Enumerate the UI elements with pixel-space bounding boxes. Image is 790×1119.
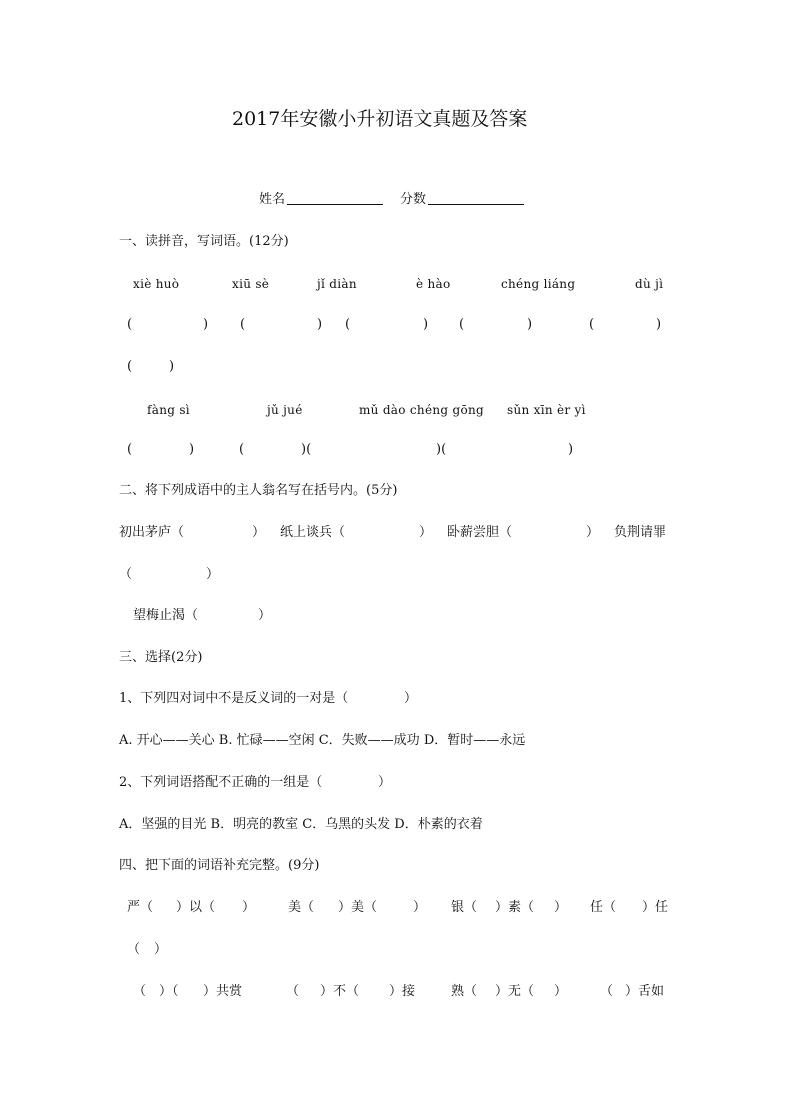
question-2: 2、下列词语搭配不正确的一组是（ [119, 775, 323, 790]
title-line [0, 107, 790, 131]
paren: )( [436, 442, 447, 457]
fill-segment: ）素（ [495, 900, 535, 915]
paren: ( [459, 317, 465, 332]
paren: ) [169, 359, 175, 374]
fill-row-1-cont [0, 940, 790, 960]
page-title: 2017年安徽小升初语文真题及答案 [232, 108, 528, 130]
pinyin: xiè huò [133, 277, 180, 291]
pinyin: jǐ diàn [317, 277, 357, 291]
paren: ) [568, 442, 574, 457]
pinyin: xiū sè [232, 277, 270, 291]
paren: ( [240, 317, 246, 332]
fill-segment: 美（ [288, 900, 315, 915]
fill-segment: ） [554, 984, 568, 999]
fill-segment: 任（ [590, 900, 617, 915]
fill-segment: ） [554, 900, 568, 915]
fill-row-2 [0, 982, 790, 1002]
fill-segment: ）以（ [176, 900, 216, 915]
paren: ) [423, 317, 429, 332]
paren: )( [301, 442, 312, 457]
paren: ） [586, 525, 600, 540]
paren: ( [345, 317, 351, 332]
section-4-heading: 四、把下面的词语补充完整。(9分) [119, 858, 320, 873]
score-blank [428, 190, 524, 205]
question-2-options: A．坚强的目光 B．明亮的教室 C．乌黑的头发 D．朴素的衣着 [119, 817, 483, 832]
idiom: 初出茅庐（ [119, 525, 185, 540]
answer-row-1 [0, 315, 790, 335]
idiom: 负荆请罪 [614, 525, 667, 540]
question-1-line [0, 689, 790, 709]
section-3-heading: 三、选择(2分) [119, 650, 203, 665]
fill-segment: ）（ [159, 984, 179, 999]
pinyin-row-2 [0, 400, 790, 420]
fill-segment: ）共赏 [203, 984, 243, 999]
fill-row-1 [0, 898, 790, 918]
question-2-line [0, 773, 790, 793]
fill-segment: ）舌如 [625, 984, 665, 999]
answer-row-3 [0, 440, 790, 460]
answer-row-2 [0, 357, 790, 377]
idiom-row-1-cont [0, 565, 790, 585]
fill-segment: 严（ [127, 900, 154, 915]
idiom: 卧薪尝胆（ [447, 525, 513, 540]
section-3-heading-line [0, 648, 790, 668]
section-1-heading-line [0, 232, 790, 252]
paren: ) [527, 317, 533, 332]
pinyin: è hào [416, 277, 451, 291]
paren: ( [127, 317, 133, 332]
pinyin: dù jì [635, 277, 664, 291]
name-field [259, 190, 383, 210]
fill-segment: ）接 [389, 984, 416, 999]
paren: ) [203, 317, 209, 332]
idiom-row-2 [0, 606, 790, 626]
fill-segment: ）不（ [320, 984, 360, 999]
paren: ) [317, 317, 323, 332]
paren: （ [119, 567, 133, 582]
fill-segment: 银（ [451, 900, 478, 915]
paren: ） [258, 608, 272, 623]
fill-segment: （ [286, 984, 300, 999]
paren: ） [404, 691, 418, 706]
score-field [400, 190, 524, 210]
idiom: 望梅止渴（ [133, 608, 199, 623]
idiom: 纸上谈兵（ [280, 525, 346, 540]
paren: ） [252, 525, 266, 540]
name-score-line [0, 190, 790, 210]
pinyin: fàng sì [147, 403, 190, 417]
paren: ） [154, 942, 168, 957]
score-label: 分数 [400, 192, 427, 207]
paren: （ [127, 942, 141, 957]
question-1-options: A. 开心——关心 B. 忙碌——空闲 C．失败——成功 D．暂时——永远 [119, 733, 526, 748]
paren: ) [656, 317, 662, 332]
name-label: 姓名 [259, 192, 286, 207]
paren: ( [127, 442, 133, 457]
idiom-row-1 [0, 523, 790, 543]
fill-segment: ）美（ [338, 900, 378, 915]
pinyin: mǔ dào chéng gōng [359, 403, 484, 417]
section-1-heading: 一、读拼音，写词语。(12分) [119, 234, 289, 249]
fill-segment: ） [242, 900, 256, 915]
question-1: 1、下列四对词中不是反义词的一对是（ [119, 691, 349, 706]
paren: ） [378, 775, 392, 790]
paren: ） [419, 525, 433, 540]
question-1-options-line [0, 731, 790, 751]
paren: ) [189, 442, 195, 457]
pinyin: jǔ jué [267, 403, 303, 417]
question-2-options-line [0, 815, 790, 835]
paren: ） [206, 567, 220, 582]
section-2-heading: 二、将下列成语中的主人翁名写在括号内。(5分) [119, 483, 398, 498]
paren: ( [239, 442, 245, 457]
fill-segment: ）无（ [495, 984, 535, 999]
paren: ( [589, 317, 595, 332]
pinyin: sǔn xīn èr yì [507, 403, 586, 417]
fill-segment: ） [413, 900, 427, 915]
fill-segment: （ [133, 984, 147, 999]
pinyin-row-1 [0, 274, 790, 294]
fill-segment: ）任 [642, 900, 669, 915]
fill-segment: （ [600, 984, 614, 999]
paren: ( [127, 359, 133, 374]
fill-segment: 熟（ [451, 984, 478, 999]
section-4-heading-line [0, 856, 790, 876]
section-2-heading-line [0, 481, 790, 501]
name-blank [287, 190, 383, 205]
pinyin: chéng liáng [501, 277, 576, 291]
